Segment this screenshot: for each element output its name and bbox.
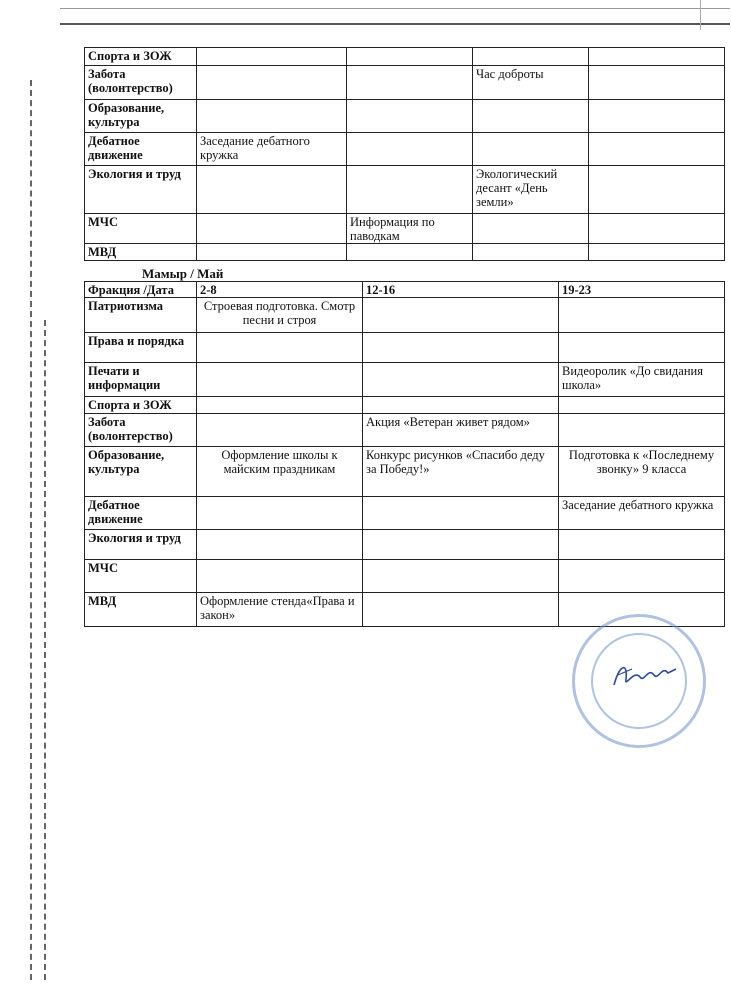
row-label: Образование, культура xyxy=(85,447,197,497)
table-cell: Экологический десант «День земли» xyxy=(473,166,589,214)
row-label: Экология и труд xyxy=(85,530,197,560)
table-row xyxy=(85,333,725,363)
scan-edge-corner xyxy=(700,0,732,30)
table-cell: Подготовка к «Последнему звонку» 9 класса xyxy=(559,447,725,497)
row-label: Экология и труд xyxy=(85,166,197,214)
schedule-table-may xyxy=(84,281,725,627)
table-row xyxy=(85,100,725,133)
row-label: Права и порядка xyxy=(85,333,197,363)
row-label: МВД xyxy=(85,593,197,627)
table-cell xyxy=(363,363,559,397)
header-label: Фракция /Дата xyxy=(85,282,197,298)
row-label: Образование, культура xyxy=(85,100,197,133)
table-row xyxy=(85,363,725,397)
scan-dash-left-2 xyxy=(44,320,46,980)
table-row xyxy=(85,447,725,497)
table-header-row xyxy=(85,282,725,298)
table-cell: Заседание дебатного кружка xyxy=(559,497,725,530)
table-cell xyxy=(347,166,473,214)
table-cell xyxy=(559,397,725,414)
table-cell: Строевая подготовка. Смотр песни и строя xyxy=(197,298,363,333)
table-cell xyxy=(197,48,347,66)
schedule-table-april xyxy=(84,47,725,261)
row-label: МЧС xyxy=(85,560,197,593)
table-row xyxy=(85,298,725,333)
row-label: Патриотизма xyxy=(85,298,197,333)
table-cell xyxy=(473,100,589,133)
row-label: Дебатное движение xyxy=(85,133,197,166)
table-row xyxy=(85,66,725,100)
table-cell xyxy=(197,363,363,397)
table-row xyxy=(85,133,725,166)
table-cell xyxy=(589,66,725,100)
table-cell xyxy=(197,244,347,261)
table-cell xyxy=(347,133,473,166)
table-cell xyxy=(589,48,725,66)
table-row xyxy=(85,497,725,530)
table-cell xyxy=(197,333,363,363)
table-cell xyxy=(473,214,589,244)
column-header: 2-8 xyxy=(197,282,363,298)
row-label: Печати и информации xyxy=(85,363,197,397)
row-label: Забота (волонтерство) xyxy=(85,66,197,100)
table-row xyxy=(85,166,725,214)
table-cell xyxy=(589,214,725,244)
table-cell: Акция «Ветеран живет рядом» xyxy=(363,414,559,447)
table-cell xyxy=(363,530,559,560)
table-cell xyxy=(473,48,589,66)
row-label: МВД xyxy=(85,244,197,261)
table-cell: Оформление стенда«Права и закон» xyxy=(197,593,363,627)
row-label: Забота (волонтерство) xyxy=(85,414,197,447)
table-cell xyxy=(589,244,725,261)
row-label: Спорта и ЗОЖ xyxy=(85,397,197,414)
row-label: Спорта и ЗОЖ xyxy=(85,48,197,66)
table-row xyxy=(85,560,725,593)
table-cell xyxy=(347,48,473,66)
table-row xyxy=(85,397,725,414)
table-cell xyxy=(197,530,363,560)
table-cell xyxy=(559,333,725,363)
table-cell: Заседание дебатного кружка xyxy=(197,133,347,166)
table-cell xyxy=(559,298,725,333)
table-cell xyxy=(589,166,725,214)
table-row xyxy=(85,48,725,66)
table-cell xyxy=(363,333,559,363)
table-cell xyxy=(197,66,347,100)
table-cell: Видеоролик «До свидания школа» xyxy=(559,363,725,397)
table-row xyxy=(85,414,725,447)
column-header: 19-23 xyxy=(559,282,725,298)
table-cell xyxy=(347,66,473,100)
table-cell xyxy=(363,593,559,627)
table-cell: Конкурс рисунков «Спасибо деду за Победу!» xyxy=(363,447,559,497)
column-header: 12-16 xyxy=(363,282,559,298)
table-cell xyxy=(197,397,363,414)
table-row xyxy=(85,244,725,261)
table-row xyxy=(85,530,725,560)
table-cell xyxy=(363,397,559,414)
scan-dash-left xyxy=(30,80,32,980)
table-cell: Информация по паводкам xyxy=(347,214,473,244)
scan-edge-top xyxy=(60,8,730,25)
table-cell xyxy=(197,166,347,214)
table-cell xyxy=(363,298,559,333)
table-cell xyxy=(363,497,559,530)
table-cell xyxy=(197,100,347,133)
table-row xyxy=(85,214,725,244)
row-label: Дебатное движение xyxy=(85,497,197,530)
table-cell xyxy=(473,244,589,261)
table-cell xyxy=(197,560,363,593)
signature xyxy=(610,655,680,695)
table-cell xyxy=(197,214,347,244)
table-cell xyxy=(473,133,589,166)
table-cell xyxy=(363,560,559,593)
table-cell xyxy=(197,414,363,447)
table-cell xyxy=(589,133,725,166)
row-label: МЧС xyxy=(85,214,197,244)
table-cell: Оформление школы к майским праздникам xyxy=(197,447,363,497)
table-cell xyxy=(347,244,473,261)
table-cell xyxy=(197,497,363,530)
table-cell xyxy=(589,100,725,133)
month-title: Мамыр / Май xyxy=(142,266,224,281)
table-cell xyxy=(559,560,725,593)
table-cell xyxy=(559,414,725,447)
table-cell xyxy=(559,530,725,560)
table-cell xyxy=(347,100,473,133)
table-cell: Час доброты xyxy=(473,66,589,100)
